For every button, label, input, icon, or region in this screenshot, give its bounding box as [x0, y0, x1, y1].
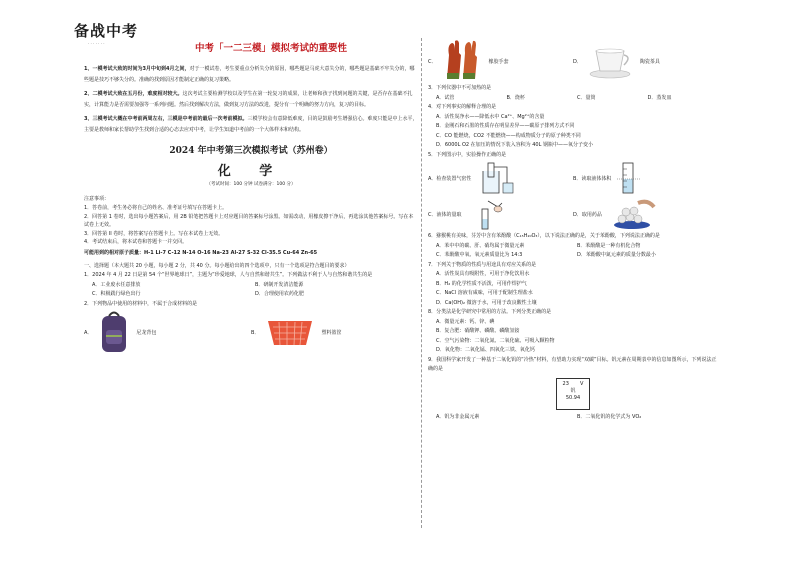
taking-reagent-icon	[608, 197, 658, 231]
option: C．NaCl 溶液有咸味，可用于配制生理盐水	[436, 290, 533, 296]
airtight-check-apparatus-icon	[477, 161, 517, 195]
intro-paragraph: 1、一模考试大致的时间为3月中旬到4月之间，对于一模试卷，考生要重点分析失分的原因，哪些题是马虎大意失分的，哪些题是基础不牢失分的，哪些题是技巧不够失分的。准确的找到原因才能制定正确的复习策略。	[84, 66, 415, 83]
question-7-options	[428, 270, 718, 308]
question-2-stem: 2．下列物品中使用的材料中，不属于合成材料的是	[84, 300, 198, 307]
option-d: D． 陶瓷茶具	[573, 43, 718, 79]
option: B．金刚石和石墨的性质存在明显差异——碳原子排列方式不同	[436, 123, 575, 129]
teacup-icon	[588, 43, 634, 79]
question-5-stem: 5．下列图示中，实验操作正确的是	[428, 151, 507, 158]
option: C．CO 能燃烧，CO2 不能燃烧——构成物质分子的原子种类不同	[436, 132, 581, 139]
element-card-wrap	[428, 378, 718, 410]
rubber-gloves-icon	[443, 39, 483, 83]
question-4-options	[428, 113, 718, 151]
option-b: B．读取液体体积	[573, 161, 718, 195]
subject-title: 化 学	[217, 164, 285, 179]
exam-meta: （考试时间：100 分钟 试卷满分：100 分）	[206, 182, 296, 187]
notes-title: 注意事项：	[84, 196, 110, 202]
atomic-mass: 50.94	[565, 394, 581, 401]
option: D．合理使用农药化肥	[255, 291, 304, 297]
option: D．蒸发皿	[647, 94, 672, 101]
option: D．Ca(OH)₂ 微溶于水，可用于改良酸性土壤	[436, 299, 537, 306]
question-8-options	[428, 318, 718, 356]
question-2-options	[84, 309, 418, 355]
banner-title: 中考「一二三模」模拟考试的重要性	[194, 43, 347, 54]
left-column	[84, 40, 418, 355]
option: D．6000L O2 在加压的情况下装入容积为 40L 钢瓶中——氧分子变小	[436, 142, 593, 148]
option: B．苯酚酸是一种有机化合物	[577, 242, 641, 249]
question-3-options	[428, 94, 718, 104]
option: C．积极践行绿色出行	[92, 291, 141, 297]
option: D．苯酚酸中氮元素的质量分数最小	[577, 252, 656, 258]
option: D．氧化物：二氧化锰、四氧化三铁、氧化钙	[436, 347, 535, 353]
option: A．微量元素：钙、锌、碘	[436, 318, 495, 325]
question-1-options	[84, 281, 418, 300]
element-name: 钒	[570, 387, 576, 394]
question-6-stem: 6．猕猴桃有美味，芬芳中含有苯酚酸（C₁₅H₂₀O₃），以下说法正确的是，关于苯酚酸，下列说法正确的是	[428, 233, 660, 239]
question-9-options	[428, 413, 718, 423]
atomic-masses: 可能用到的相对原子质量：H-1 Li-7 C-12 N-14 O-16 Na-23 Al-27 S-32 Cl-35.5 Cu-64 Zn-65	[84, 249, 318, 256]
option: A．活性炭净水——降低水中 Ca²⁺、Mg²⁺的含量	[436, 113, 545, 120]
note-item: 1．答卷前，考生务必将自己的姓名、准考证号填写在答题卡上。	[84, 205, 228, 211]
option: A．试管	[436, 94, 455, 101]
option: C．空气污染物：二氧化氮、二氧化硫、可吸入颗粒物	[436, 337, 555, 344]
option-c: C． 橡胶手套	[428, 39, 573, 83]
basket-icon	[265, 315, 315, 349]
question-8-stem: 8．分类法是化学研究中常用的方法。下列分类正确的是	[428, 309, 552, 315]
section-heading: 一、选择题（本大题共 20 小题，每小题 2 分，共 40 分。每小题给出的四个选项中，只有一个选项是符合题目的要求）	[84, 262, 350, 269]
brand-logo: 备战中考	[74, 22, 139, 40]
column-divider	[421, 38, 422, 528]
question-5-row-2	[428, 196, 718, 232]
question-3-stem: 3．下列仪器中不可加热的是	[428, 85, 492, 91]
option-b: B． 塑料篮筐	[251, 315, 418, 349]
option-c: C．液体的量取	[428, 197, 573, 231]
option-d: D．取用药品	[573, 197, 718, 231]
option: A．活性炭具有吸附性，可用于净化饮用水	[436, 271, 530, 277]
right-column	[428, 38, 718, 422]
option-a: A． 尼龙背包	[84, 310, 251, 354]
intro-paragraph: 2、二模考试大致在五月份，难度相对较大。这次考试主要检测学校以及学生在第一轮复习的成果，让老师和孩子找到问题的关键，是否存在基础不扎实，计算能力是否需要加强等一系列问题。然后找到解决方法，做到复习方法的改进，提分有一个明确的努力方向，复习的目标。	[84, 91, 413, 108]
note-item: 3．回答第 II 卷时，将答案写在答题卡上。写在本试卷上无效。	[84, 230, 224, 237]
exam-title: 2024 年中考第三次模拟考试（苏州卷）	[169, 146, 333, 156]
backpack-icon	[98, 310, 130, 354]
question-6-options	[428, 242, 718, 261]
vanadium-element-card	[556, 378, 590, 410]
element-symbol: V	[580, 380, 584, 387]
question-5-row-1	[428, 160, 718, 196]
option-a: A．检查装置气密性	[428, 161, 573, 195]
liquid-measure-icon	[468, 197, 508, 231]
option: A．工业废水任意排放	[92, 281, 141, 288]
question-2-options-cd	[428, 38, 718, 84]
option: B．H₂ 的化学性质不活泼，可用作焊护气	[436, 280, 527, 287]
intro-section	[84, 64, 418, 135]
brand-logo-subtext: · · · · · · ·	[88, 41, 105, 46]
intro-paragraph: 3、三模考试大概在中考前两周左右，三模是中考前的最后一次考前模拟。三模学校会有意降低难度，目的是鼓励考生增强信心。难度只能是中上水平，主要是教师和家长帮助学生找到合适的心态去应对中考，让学生知道中考前的一个大体样本和结构。	[84, 116, 418, 133]
note-item: 4．考试结束后，将本试卷和答题卡一并交回。	[84, 239, 188, 245]
option: A．钒为非金属元素	[436, 413, 480, 420]
atomic-number: 23	[562, 380, 569, 387]
option: B．烧杯	[506, 94, 525, 101]
option: B．研制开发清洁能源	[255, 281, 304, 288]
option: B．复合肥：硝酸钾、磷酸、磷酸氢铵	[436, 328, 520, 334]
question-7-stem: 7．下列关于物质的性质与用途具有对应关系的是	[428, 261, 537, 268]
option: B．二氧化钒的化学式为 VO₂	[577, 413, 642, 420]
note-item: 2．回答第 1 卷时，选出每小题答案后，用 2B 铅笔把答题卡上对应题目的答案标号涂黑。如需改动，用橡皮擦干净后，再选涂其他答案标号。写在本试卷上无效。	[84, 213, 414, 228]
option: A．苯中中的碳、肝、硝均属于微量元素	[436, 242, 525, 249]
option: C．量筒	[577, 94, 596, 101]
option: C．苯酚酸中氧、氧元素质量比为 14:3	[436, 252, 523, 258]
graduated-cylinder-icon	[617, 161, 641, 195]
question-1-stem: 1．2024 年 4 月 22 日是第 54 个“世界地球日”，主题为“珍爱地球，人与自然和谐共生”。下列做法不利于人与自然和谐共生的是	[84, 272, 373, 278]
question-4-stem: 4．对下列事实的解释合理的是	[428, 104, 497, 110]
question-9-stem: 9．我国科学家开发了一种基于二氧化钒的“冷热”材料，有望助力实现“双碳”目标。钒元素在周期表中的信息如图所示，下列说法正确的是	[428, 356, 717, 372]
